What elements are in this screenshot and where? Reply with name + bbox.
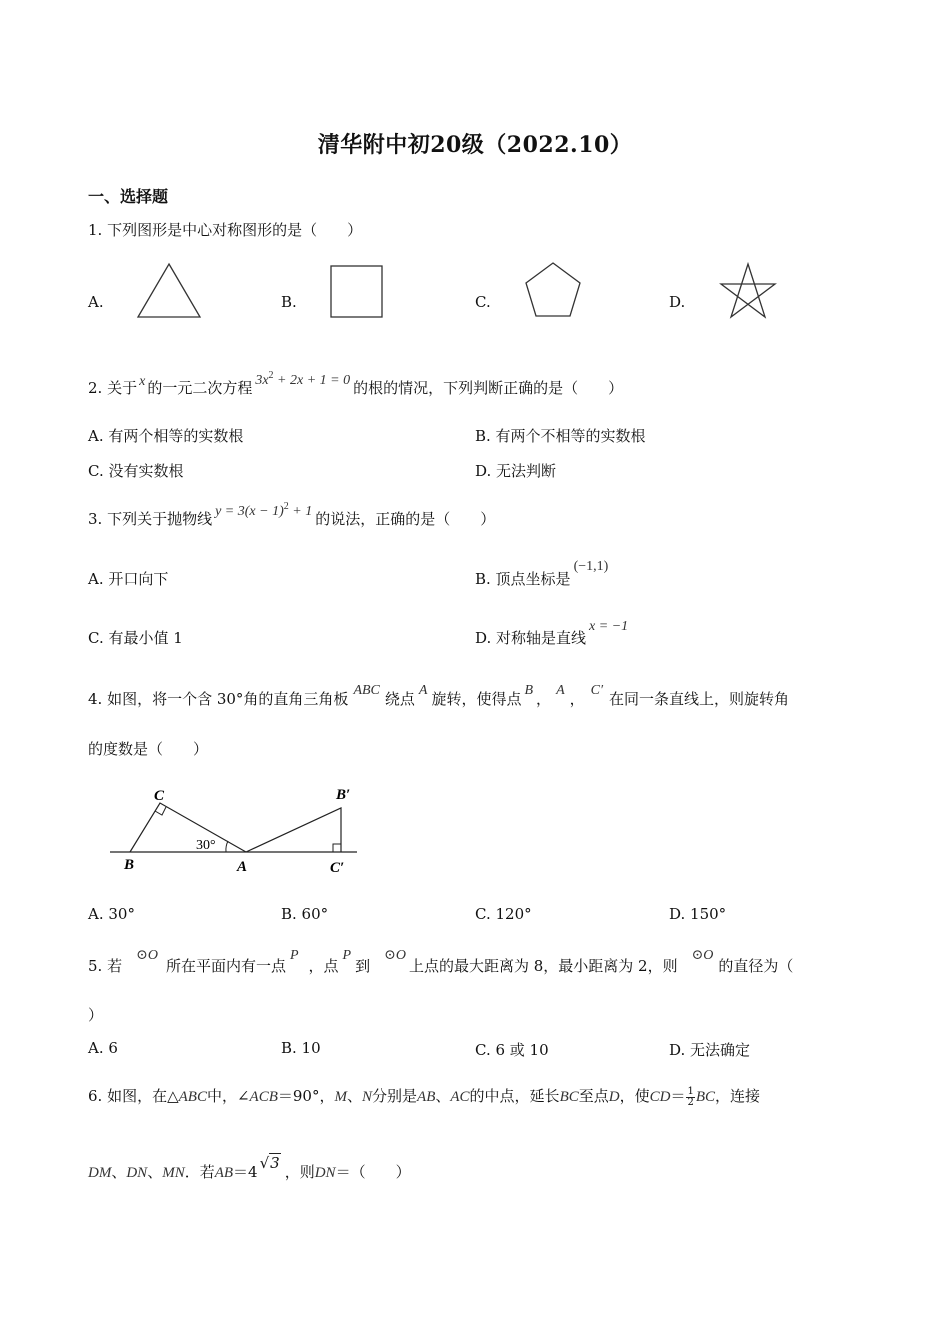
q6-frac-den: 2 — [687, 1096, 694, 1108]
q6-frac-num: 1 — [687, 1085, 694, 1097]
q3-eq-part2: + 1 — [288, 504, 313, 519]
q5-suffix: 的直径为（ — [718, 957, 794, 975]
q2-middle: 的一元二次方程 — [147, 379, 253, 397]
pentagon-icon — [523, 261, 583, 319]
q4-stem-line2: 的度数是（ ） — [88, 740, 209, 758]
q5-circle-o: ⊙O — [136, 948, 158, 963]
q4-sep2: ， — [569, 690, 585, 708]
q6-abc: ABC — [178, 1089, 207, 1105]
q6-sep3: 、 — [111, 1163, 127, 1181]
q5-stem-line2: ） — [88, 1006, 104, 1024]
q2-suffix: 的根的情况，下列判断正确的是（ ） — [353, 379, 624, 397]
q6-cd: CD — [649, 1089, 671, 1105]
label-c: C — [154, 788, 165, 804]
q1-option-c[interactable]: C. — [475, 293, 491, 311]
q1-option-d[interactable]: D. — [669, 293, 686, 311]
q6-m: M — [334, 1089, 347, 1105]
q5-mid2: ，点 — [308, 957, 339, 975]
q4-suffix: 在同一条直线上，则旋转角 — [609, 690, 790, 708]
q6-sep2: 、 — [435, 1087, 451, 1105]
q4-mid1: 绕点 — [384, 690, 415, 708]
question-3-stem — [88, 501, 496, 529]
q5-mid3: 到 — [355, 957, 371, 975]
q4-point-a: A — [418, 683, 428, 698]
q5-mid4: 上点的最大距离为 8，最小距离为 2，则 — [408, 957, 678, 975]
q5-circle-o3: ⊙O — [691, 948, 714, 963]
q6-dm: DM — [88, 1165, 112, 1181]
question-4-stem — [88, 683, 790, 709]
q3-option-c[interactable]: C. 有最小值 1 — [88, 629, 183, 647]
q4-point-c-prime: C′ — [590, 683, 604, 698]
q6-part1: 6. 如图，在△ — [88, 1087, 179, 1105]
q6-sqrt-val: 3 — [270, 1154, 280, 1172]
q3-prefix: 3. 下列关于抛物线 — [88, 510, 213, 528]
q6-part8: ，连接 — [715, 1087, 761, 1105]
q6-fraction — [686, 1087, 694, 1108]
label-b: B — [124, 857, 135, 873]
q6-line2-e: ，则 — [284, 1163, 315, 1181]
q4-prefix: 4. 如图，将一个含 30°角的直角三角板 — [88, 690, 349, 708]
q2-option-d[interactable]: D. 无法判断 — [475, 462, 557, 480]
star-icon — [718, 262, 778, 320]
question-6-stem-line2 — [88, 1154, 411, 1182]
q3-eq-part1: y = 3(x − 1) — [215, 504, 284, 519]
q3-option-a[interactable]: A. 开口向下 — [88, 570, 169, 588]
q2-equation — [255, 370, 351, 388]
q6-line2-f: ＝（ ） — [335, 1163, 411, 1181]
q6-line2-d: ．若 — [184, 1163, 215, 1181]
q1-option-a[interactable]: A. — [88, 293, 104, 311]
q2-eq-part2: + 2x + 1 = 0 — [273, 373, 351, 388]
q4-option-b[interactable]: B. 60° — [281, 905, 329, 923]
q6-dn-seg: DN — [126, 1165, 148, 1181]
q4-option-a[interactable]: A. 30° — [88, 905, 135, 923]
question-1-stem: 1. 下列图形是中心对称图形的是（ ） — [88, 221, 363, 239]
q6-mn: MN — [162, 1165, 185, 1181]
q4-mid2: 旋转，使得点 — [431, 690, 522, 708]
q2-option-b[interactable]: B. 有两个不相等的实数根 — [475, 427, 646, 445]
q6-bc: BC — [559, 1089, 579, 1105]
q4-point-b: B — [524, 683, 534, 698]
q3-option-b[interactable] — [475, 559, 609, 589]
label-angle-30: 30° — [196, 838, 216, 853]
q3-option-d[interactable] — [475, 619, 629, 648]
triangle-icon — [136, 262, 202, 320]
q2-option-a[interactable]: A. 有两个相等的实数根 — [88, 427, 244, 445]
q5-option-c[interactable]: C. 6 或 10 — [475, 1041, 549, 1059]
q6-part7: ，使 — [619, 1087, 650, 1105]
q3-option-d-math: x = −1 — [589, 619, 629, 634]
q4-option-d[interactable]: D. 150° — [669, 905, 727, 923]
q3-eq-sup: 2 — [283, 501, 289, 512]
q6-part5: 的中点，延长 — [469, 1087, 560, 1105]
page-title: 清华附中初20级（2022.10） — [317, 132, 633, 158]
q5-option-b[interactable]: B. 10 — [281, 1039, 321, 1057]
q3-option-b-math: (−1,1) — [573, 559, 609, 574]
q3-option-b-text: B. 顶点坐标是 — [475, 570, 571, 588]
q6-part2: 中，∠ — [206, 1087, 250, 1105]
q1-option-b[interactable]: B. — [281, 293, 297, 311]
q2-variable-x: x — [139, 374, 146, 389]
q6-part3: ＝90°， — [277, 1087, 335, 1105]
label-c-prime: C′ — [330, 860, 345, 876]
q6-sqrt: √3 — [259, 1154, 280, 1172]
q3-option-d-text: D. 对称轴是直线 — [475, 629, 587, 647]
q6-part4: 分别是 — [372, 1087, 418, 1105]
question-5-stem — [88, 948, 794, 976]
q2-option-c[interactable]: C. 没有实数根 — [88, 462, 184, 480]
q5-circle-o2: ⊙O — [384, 948, 406, 963]
q6-ab2: AB — [214, 1165, 234, 1181]
q2-eq-part1: 3x — [255, 373, 269, 388]
q6-sep: 、 — [346, 1087, 362, 1105]
q5-mid1: 所在平面内有一点 — [165, 957, 286, 975]
square-icon — [329, 264, 385, 320]
q6-eq2: ＝4 — [233, 1163, 258, 1181]
q6-ac: AC — [450, 1089, 470, 1105]
q3-equation — [215, 501, 313, 519]
label-a: A — [237, 859, 248, 875]
question-2-stem — [88, 370, 624, 398]
q6-dn: DN — [314, 1165, 336, 1181]
q4-triangle: ABC — [353, 683, 380, 698]
q6-n: N — [362, 1089, 373, 1105]
q6-d: D — [608, 1089, 620, 1105]
section-heading: 一、选择题 — [88, 187, 169, 206]
q5-point-p2: P — [342, 948, 352, 963]
label-b-prime: B′ — [336, 787, 351, 803]
q2-eq-sup: 2 — [268, 370, 274, 381]
q6-ab: AB — [417, 1089, 436, 1105]
q3-suffix: 的说法，正确的是（ ） — [315, 510, 496, 528]
q5-point-p: P — [289, 948, 299, 963]
q5-option-d[interactable]: D. 无法确定 — [669, 1041, 751, 1059]
q6-sep4: 、 — [147, 1163, 163, 1181]
q4-option-c[interactable]: C. 120° — [475, 905, 532, 923]
q6-part6: 至点 — [578, 1087, 609, 1105]
q4-point-a2: A — [556, 683, 565, 698]
q5-option-a[interactable]: A. 6 — [88, 1039, 118, 1057]
q2-prefix: 2. 关于 — [88, 379, 138, 397]
q4-sep1: ， — [536, 690, 552, 708]
q6-bc2: BC — [695, 1089, 716, 1105]
q6-acb: ACB — [249, 1089, 278, 1105]
q4-figure — [105, 780, 367, 880]
question-6-stem — [88, 1085, 760, 1108]
q5-prefix: 5. 若 — [88, 957, 123, 975]
q6-eq: ＝ — [670, 1087, 686, 1105]
